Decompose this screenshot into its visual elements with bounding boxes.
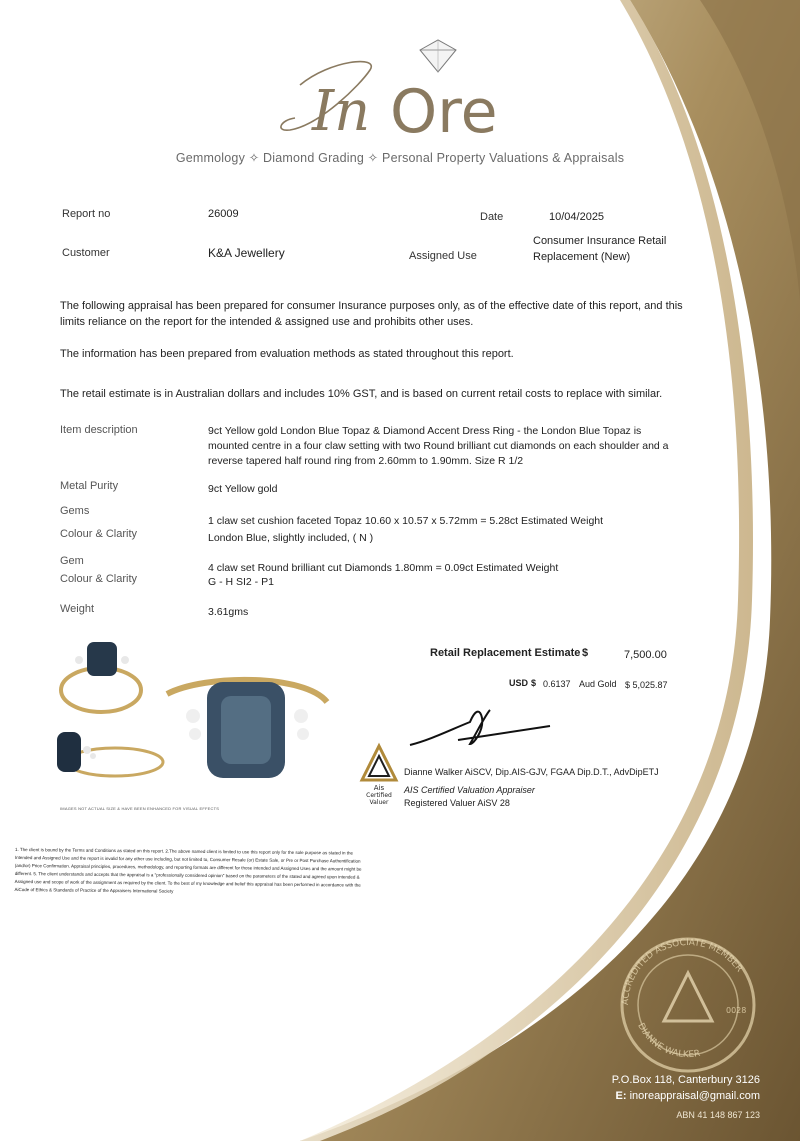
item-description-line1: 9ct Yellow gold London Blue Topaz & Diamond Accent Dress Ring - the London Blue Topaz is [208,425,642,437]
gems-value: 1 claw set cushion faceted Topaz 10.60 x 10.57 x 5.72mm = 5.28ct Estimated Weight [208,515,604,527]
ring-photo-front [167,680,327,778]
estimate-currency: $ [582,647,589,659]
po-box: P.O.Box 118, Canterbury 3126 [611,1074,760,1086]
report-no-label: Report no [62,208,111,220]
brand-main: Ore [390,77,498,147]
valuer-name: Dianne Walker AiSCV, Dip.AIS-GJV, FGAA Dip.D.T., AdvDipETJ [404,767,659,777]
colour-clarity-2-value: G - H SI2 - P1 [208,576,274,588]
weight-value: 3.61gms [208,606,249,618]
ring-photos [55,632,355,802]
metal-purity: 9ct Yellow gold [208,483,278,495]
colour-clarity-2-label: Colour & Clarity [60,573,138,585]
terms-line: (and/or) Price Confirmation. Appraisal principles, procedures, methodology, and reporting formats are different for those intended and Assigned Uses and the amount might be [14,862,362,872]
colour-clarity-value: London Blue, slightly included, ( N ) [208,532,374,544]
terms-line: AiCode of Ethics & Standards of Practice of the Appraisers International Society [14,886,174,894]
seal-top-text: ACCREDITED ASSOCIATE MEMBER [620,937,745,1006]
tagline: Gemmology ✧ Diamond Grading ✧ Personal Property Valuations & Appraisals [175,151,625,165]
gem-label: Gem [60,555,84,567]
usd-symbol: $ [531,678,537,688]
terms-line: different. 5. The client understands and accepts that the appraisal is a "professionally considered opinion" based on the parameters of the stated and agreed upon intended & [14,870,360,880]
ring-photo-side [57,732,163,776]
aud-gold-value: $ 5,025.87 [625,680,668,690]
seal-bottom-text: DIANNE WALKER [635,1021,702,1061]
intro-p1-line1: The following appraisal has been prepared for consumer Insurance purposes only, as of the effective date of this report, and this [60,300,683,312]
diamond-icon [420,40,456,72]
customer-label: Customer [62,247,110,259]
usd-label: USD [509,678,529,688]
date-label: Date [480,211,504,223]
badge-line3: Valuer [369,799,389,806]
terms-line: Intended and Assigned Use and the report is invalid for any other use including, but not limited to, Consumer Resale (or) Estate Sale, or Pre or Post Purchase Authentification [14,854,361,864]
badge-line2: Certified [366,792,392,799]
weight-label: Weight [60,603,95,615]
inore-logo [260,30,560,160]
intro-paragraph-1 [60,298,720,330]
photo-caption: IMAGES NOT ACTUAL SIZE & HAVE BEEN ENHANCED FOR VISUAL EFFECTS [60,806,220,811]
item-description [208,424,728,469]
aud-gold-label: Aud Gold [579,679,617,689]
item-description-line2: mounted centre in a four claw setting with two Round brilliant cut diamonds on each shoulder and a [208,440,669,452]
email-address[interactable]: inoreappraisal@gmail.com [629,1090,760,1102]
item-description-line3: reverse tapered half round ring from 2.60mm to 1.90mm. Size R 1/2 [208,455,524,467]
assigned-use-line2: Replacement (New) [533,251,631,263]
terms-line: 1. The client is bound by the Terms and Conditions as stated on this report. 2.The above named client is limited to use this report only for the sole purpose as stated in the [14,846,354,856]
intro-paragraph-2: The information has been prepared from evaluation methods as stated throughout this report. [60,348,514,360]
terms-line: Assigned use and scope of work of the assignment as required by the client. To the best of my knowledge and belief this appraisal has been performed in accordance with the [14,878,361,888]
abn: ABN 41 148 867 123 [676,1110,760,1120]
report-no: 26009 [208,208,239,220]
gem-value: 4 claw set Round brilliant cut Diamonds 1.80mm = 0.09ct Estimated Weight [208,562,559,574]
colour-clarity-label: Colour & Clarity [60,528,138,540]
terms-footer [14,846,514,899]
email-line [560,1090,760,1102]
assigned-use-line1: Consumer Insurance Retail [533,235,667,247]
embossed-seal [608,925,768,1075]
metal-purity-label: Metal Purity [60,480,119,492]
intro-p1-line2: limits reliance on the report for the intended & assigned use and prohibits other uses. [60,316,474,328]
badge-line1: Ais [373,784,385,792]
item-description-label: Item description [60,424,138,436]
valuer-registration: Registered Valuer AiSV 28 [404,798,510,808]
email-label: E: [615,1090,627,1102]
seal-number: 0028 [726,1006,747,1015]
valuer-signature [400,700,570,760]
ais-certified-valuer-badge [358,740,400,806]
report-date: 10/04/2025 [549,211,605,223]
estimate-value: 7,500.00 [624,649,667,661]
customer-name: K&A Jewellery [208,246,285,260]
usd-rate: 0.6137 [543,679,571,689]
valuer-title: AIS Certified Valuation Appraiser [404,785,535,795]
estimate-label: Retail Replacement Estimate [430,647,581,659]
intro-paragraph-3: The retail estimate is in Australian dollars and includes 10% GST, and is based on current retail costs to replace with similar. [60,388,663,400]
ring-photo-top [61,642,141,712]
gems-label: Gems [60,505,90,517]
brand-script: In [312,79,371,144]
assigned-use-label: Assigned Use [409,250,477,262]
